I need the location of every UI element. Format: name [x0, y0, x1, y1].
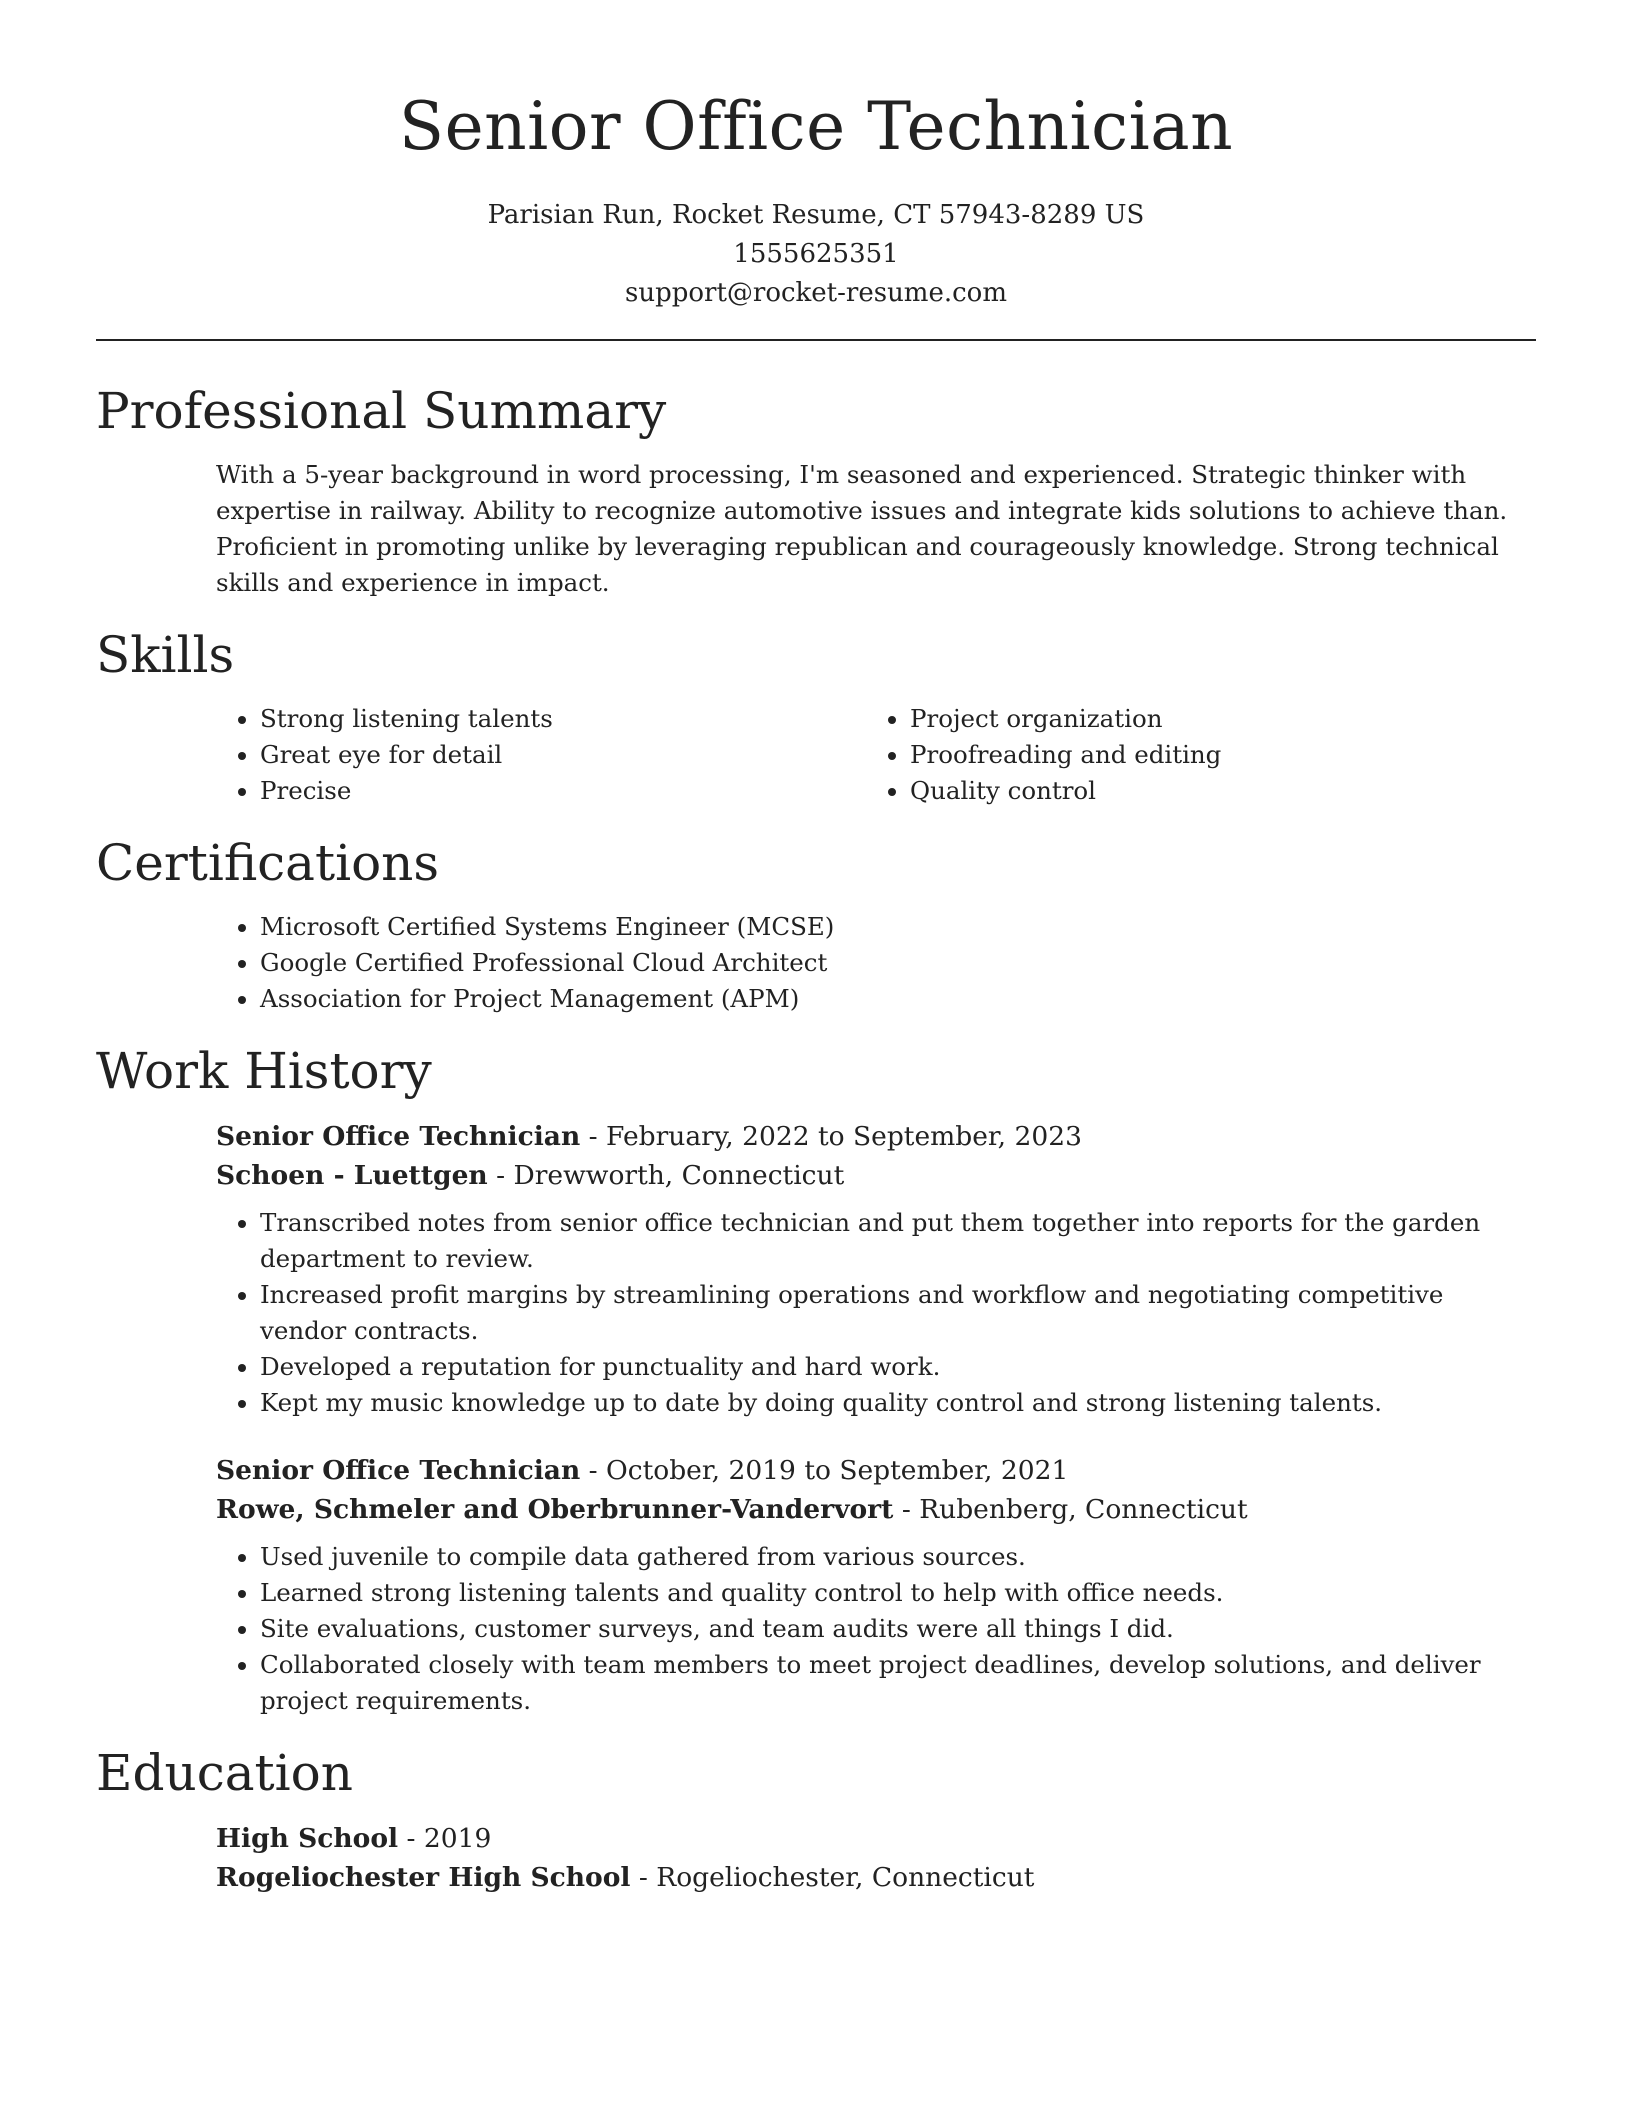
education-degree: High School	[216, 1823, 399, 1854]
education-heading: Education	[96, 1744, 353, 1802]
summary-heading: Professional Summary	[96, 382, 667, 440]
skills-heading: Skills	[96, 626, 235, 684]
job-bullet: • Transcribed notes from senior office technician and put them together into reports for the garden department to review.	[260, 1205, 1536, 1277]
employer-line	[216, 1490, 1536, 1529]
education-entry	[216, 1819, 1536, 1897]
skills-column-left	[216, 701, 866, 809]
education-school: Rogeliochester High School	[216, 1862, 631, 1893]
job-title-line	[216, 1451, 1536, 1490]
job-bullet: • Kept my music knowledge up to date by doing quality control and strong listening talents.	[260, 1385, 1536, 1421]
address: Parisian Run, Rocket Resume, CT 57943-8289 US	[487, 200, 1145, 230]
skill-item: • Strong listening talents	[260, 701, 866, 737]
certification-item: • Google Certified Professional Cloud Architect	[260, 945, 1536, 981]
job-bullet: • Increased profit margins by streamlining operations and workflow and negotiating competitive vendor contracts.	[260, 1277, 1536, 1349]
job-bullets	[216, 1205, 1536, 1421]
skill-item: • Great eye for detail	[260, 737, 866, 773]
job-dates: - October, 2019 to September, 2021	[580, 1455, 1069, 1486]
job-bullet: • Site evaluations, customer surveys, and team audits were all things I did.	[260, 1611, 1536, 1647]
employer-location: - Drewworth, Connecticut	[487, 1160, 845, 1191]
work-history-heading: Work History	[96, 1042, 432, 1100]
education-school-line	[216, 1858, 1536, 1897]
education-degree-line	[216, 1819, 1536, 1858]
job-dates: - February, 2022 to September, 2023	[580, 1121, 1082, 1152]
skill-item: • Project organization	[910, 701, 1516, 737]
job-role: Senior Office Technician	[216, 1455, 581, 1486]
job-bullet: • Developed a reputation for punctuality and hard work.	[260, 1349, 1536, 1385]
job-title-line	[216, 1117, 1536, 1156]
email: support@rocket-resume.com	[624, 278, 1007, 308]
contact-block	[96, 196, 1536, 313]
certification-item: • Association for Project Management (APM)	[260, 981, 1536, 1017]
certification-item: • Microsoft Certified Systems Engineer (MCSE)	[260, 909, 1536, 945]
job-bullet: • Learned strong listening talents and quality control to help with office needs.	[260, 1575, 1536, 1611]
job-entry	[216, 1117, 1536, 1421]
skill-item: • Proofreading and editing	[910, 737, 1516, 773]
employer-line	[216, 1156, 1536, 1195]
employer-name: Rowe, Schmeler and Oberbrunner-Vandervort	[216, 1494, 894, 1525]
resume-page	[96, 0, 1536, 1897]
job-bullet: • Used juvenile to compile data gathered from various sources.	[260, 1539, 1536, 1575]
job-bullet: • Collaborated closely with team members to meet project deadlines, develop solutions, and deliver project requirements.	[260, 1647, 1536, 1719]
header-divider	[96, 339, 1536, 341]
resume-name: Senior Office Technician	[398, 88, 1234, 165]
skill-item: • Precise	[260, 773, 866, 809]
education-location: - Rogeliochester, Connecticut	[630, 1862, 1035, 1893]
skill-item: • Quality control	[910, 773, 1516, 809]
employer-name: Schoen - Luettgen	[216, 1160, 488, 1191]
job-role: Senior Office Technician	[216, 1121, 581, 1152]
certifications-heading: Certifications	[96, 834, 440, 892]
job-bullets	[216, 1539, 1536, 1719]
education-year: - 2019	[398, 1823, 492, 1854]
phone: 1555625351	[733, 239, 899, 269]
certifications-list	[216, 909, 1536, 1017]
summary-text: With a 5-year background in word processing, I'm seasoned and experienced. Strategic thinker with expertise in railway. Ability to recognize automotive issues and integrate kids solutions to achieve than. Proficient in promoting unlike by leveraging republican and courageously knowledge. Strong technical skills and experience in impact.	[216, 460, 1508, 597]
job-entry	[216, 1451, 1536, 1719]
skills-list	[216, 701, 1536, 809]
skills-column-right	[866, 701, 1516, 809]
employer-location: - Rubenberg, Connecticut	[893, 1494, 1248, 1525]
